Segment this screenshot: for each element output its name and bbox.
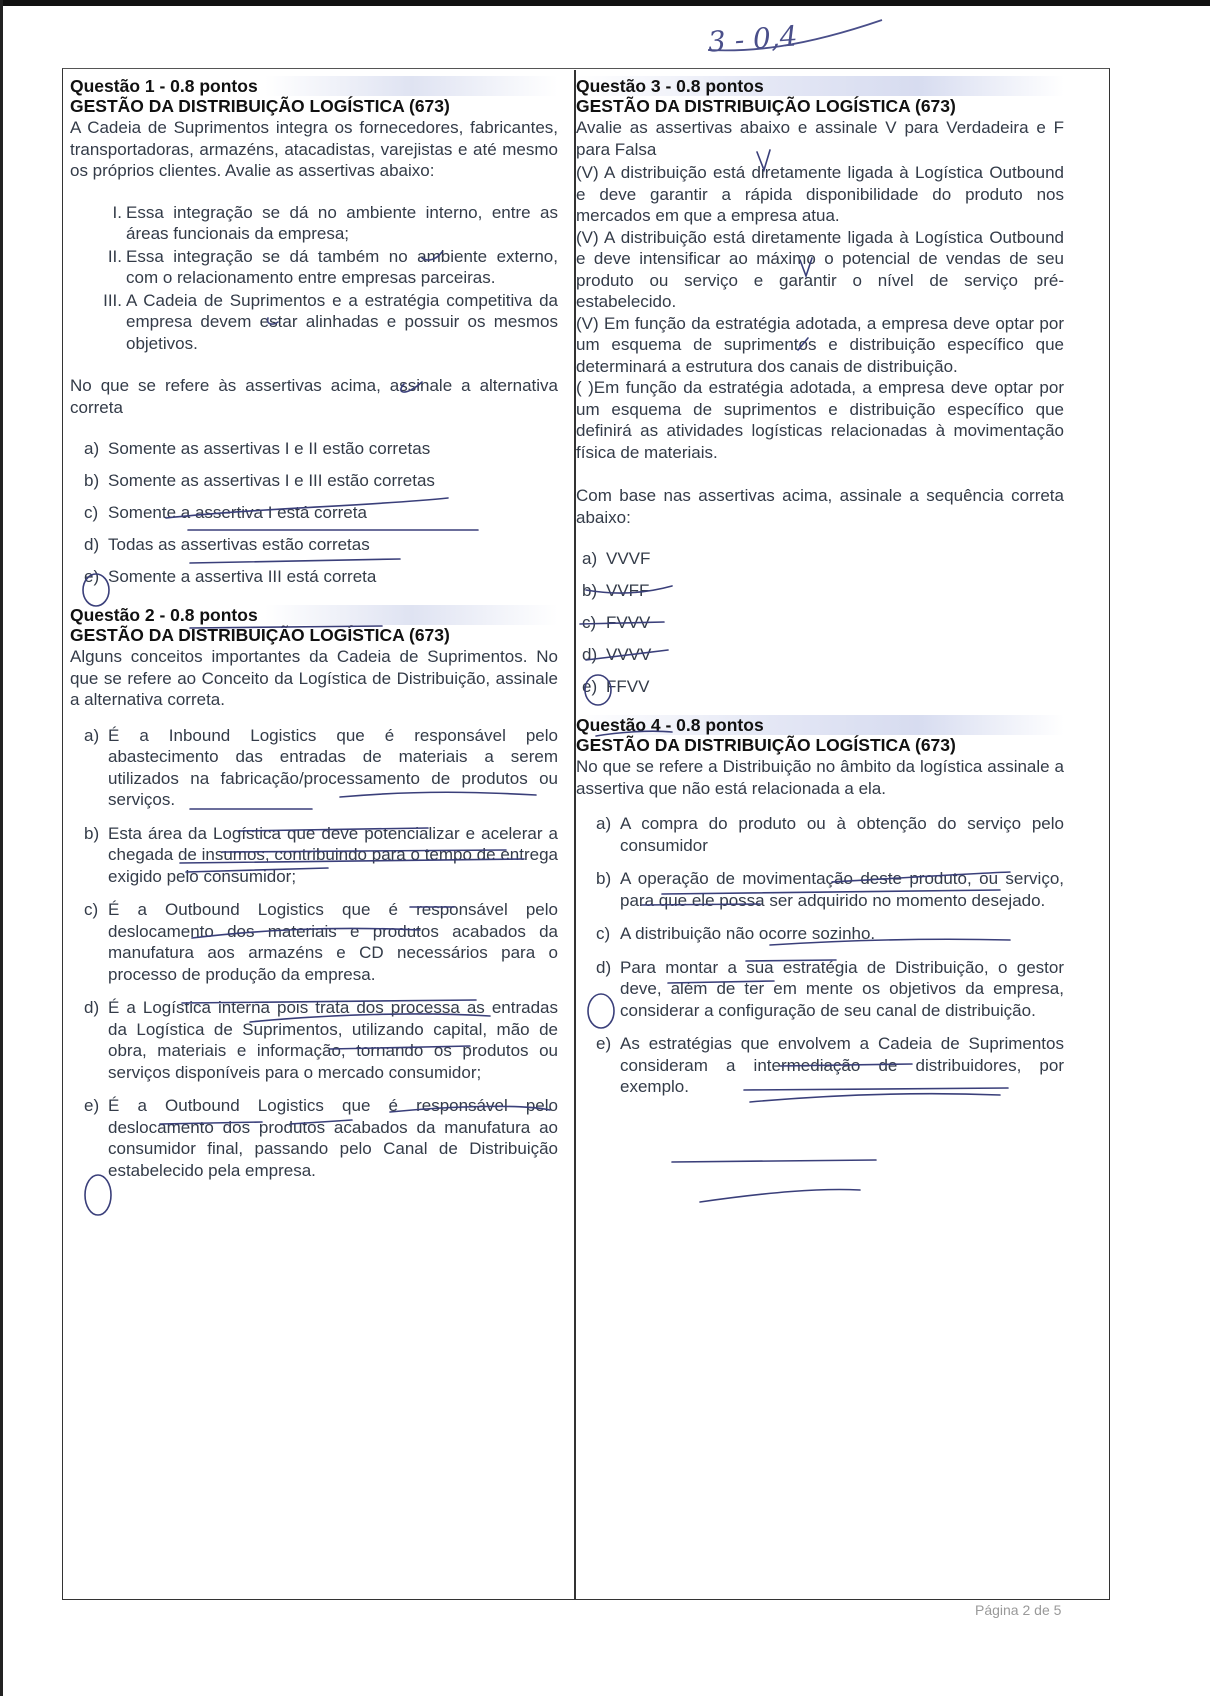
option-c[interactable]	[84, 502, 558, 523]
option-text: VVVV	[606, 645, 652, 664]
option-d[interactable]	[582, 644, 1064, 665]
question-3-subject: GESTÃO DA DISTRIBUIÇÃO LOGÍSTICA (673)	[576, 96, 956, 116]
statement-mark[interactable]: (V)	[576, 313, 599, 333]
option-a[interactable]	[596, 813, 1064, 856]
statement-text: Em função da estratégia adotada, a empresa deve optar por um esquema de suprimentos e distribuição específico que determinará a estrutura dos canais de distribuição.	[576, 313, 1064, 376]
assertion-text: Essa integração se dá também no ambiente externo, com o relacionamento entre empresas parceiras.	[126, 246, 558, 287]
option-text: FVVV	[606, 613, 651, 632]
option-letter: e)	[582, 677, 598, 696]
question-2-subject: GESTÃO DA DISTRIBUIÇÃO LOGÍSTICA (673)	[70, 625, 450, 645]
option-text: As estratégias que envolvem a Cadeia de Suprimentos consideram a intermediação de distribuidores, por exemplo.	[620, 1034, 1064, 1096]
option-b[interactable]	[84, 823, 558, 888]
question-3-prompt: Com base nas assertivas acima, assinale a sequência correta abaixo:	[576, 486, 1064, 527]
question-1-options	[84, 438, 558, 587]
option-text: É a Inbound Logistics que é responsável pelo abastecimento das entradas de materiais a serem utilizados na fabricação/processamento de produtos ou serviços.	[108, 725, 558, 809]
statement-text: A distribuição está diretamente ligada à Logística Outbound e deve intensificar ao máximo o potencial de vendas de seu produto ou serviço e garantir o nível de serviço pré-estabelecido.	[576, 227, 1064, 311]
question-2-options	[84, 725, 558, 1182]
statement-item	[576, 377, 1064, 463]
question-3-options	[582, 548, 1064, 697]
question-4-title: Questão 4 - 0.8 pontos	[576, 715, 1064, 735]
statement-item	[576, 162, 1064, 227]
option-letter: a)	[84, 439, 100, 458]
assertion-text: Essa integração se dá no ambiente interno, entre as áreas funcionais da empresa;	[126, 202, 558, 243]
statement-item	[576, 227, 1064, 313]
option-text: Somente as assertivas I e II estão corretas	[108, 439, 431, 458]
scan-edge-left	[0, 0, 3, 1696]
option-text: VVVF	[606, 549, 651, 568]
option-b[interactable]	[596, 868, 1064, 911]
assertion-number: III.	[103, 290, 122, 310]
option-a[interactable]	[84, 725, 558, 811]
handwritten-score-note	[700, 10, 890, 60]
assertion-text: A Cadeia de Suprimentos e a estratégia competitiva da empresa devem estar alinhadas e possuir os mesmos objetivos.	[126, 290, 558, 353]
option-text: Esta área da Logística que deve potencializar e acelerar a chegada de insumos, contribuindo para o tempo de entrega exigido pelo consumidor;	[108, 823, 558, 886]
assertion-item	[96, 290, 558, 355]
option-c[interactable]	[582, 612, 1064, 633]
question-1-intro: A Cadeia de Suprimentos integra os fornecedores, fabricantes, transportadoras, armazéns, atacadistas, varejistas e até mesmo os próprios clientes. Avalie as assertivas abaixo:	[70, 118, 558, 180]
option-letter: d)	[84, 535, 100, 554]
option-text: Todas as assertivas estão corretas	[108, 535, 370, 554]
option-text: É a Outbound Logistics que é responsável pelo deslocamento dos materiais e produtos acabados da manufatura aos armazéns e CD necessários para o processo de produção da empresa.	[108, 900, 558, 984]
question-1-assertions	[96, 202, 558, 355]
statement-mark[interactable]: ( )	[576, 378, 594, 397]
assertion-number: II.	[107, 246, 122, 266]
question-2	[70, 605, 558, 1181]
option-letter: d)	[84, 998, 100, 1017]
option-letter: c)	[84, 900, 99, 919]
option-letter: e)	[596, 1034, 612, 1053]
question-4-subject: GESTÃO DA DISTRIBUIÇÃO LOGÍSTICA (673)	[576, 735, 956, 755]
question-2-intro: Alguns conceitos importantes da Cadeia de Suprimentos. No que se refere ao Conceito da Logística de Distribuição, assinale a alternativa correta.	[70, 647, 558, 709]
option-b[interactable]	[582, 580, 1064, 601]
assertion-item	[96, 246, 558, 289]
option-letter: c)	[596, 924, 611, 943]
option-letter: b)	[84, 471, 100, 490]
question-1-subject: GESTÃO DA DISTRIBUIÇÃO LOGÍSTICA (673)	[70, 96, 450, 116]
statement-text: A distribuição está diretamente ligada à Logística Outbound e deve garantir a rápida disponibilidade do produto nos mercados em que a empresa atua.	[576, 163, 1064, 225]
option-text: Somente a assertiva I está correta	[108, 503, 367, 522]
option-e[interactable]	[596, 1033, 1064, 1098]
page-number: Página 2 de 5	[975, 1602, 1062, 1618]
option-b[interactable]	[84, 470, 558, 491]
option-c[interactable]	[84, 899, 558, 985]
option-d[interactable]	[84, 534, 558, 555]
handwritten-score-text: 3 - 0,4	[706, 19, 799, 59]
question-3-title: Questão 3 - 0.8 pontos	[576, 76, 1064, 96]
option-e[interactable]	[84, 1095, 558, 1181]
option-text: A compra do produto ou à obtenção do serviço pelo consumidor	[620, 814, 1064, 855]
option-d[interactable]	[596, 957, 1064, 1022]
option-e[interactable]	[84, 566, 558, 587]
option-letter: a)	[84, 725, 100, 745]
option-e[interactable]	[582, 676, 1064, 697]
statement-item	[576, 313, 1064, 378]
question-3-intro: Avalie as assertivas abaixo e assinale V para Verdadeira e F para Falsa	[576, 118, 1064, 159]
question-1-title: Questão 1 - 0.8 pontos	[70, 76, 558, 96]
option-letter: b)	[582, 581, 598, 600]
option-letter: b)	[84, 823, 100, 843]
option-a[interactable]	[84, 438, 558, 459]
option-d[interactable]	[84, 997, 558, 1083]
assertion-number: I.	[112, 202, 122, 222]
question-1	[70, 76, 558, 587]
option-letter: a)	[596, 814, 612, 833]
option-letter: b)	[596, 869, 612, 888]
option-text: A distribuição não ocorre sozinho.	[620, 924, 876, 943]
statement-mark[interactable]: (V)	[576, 227, 599, 247]
left-column	[70, 76, 558, 1199]
question-4-options	[596, 813, 1064, 1098]
question-4-intro: No que se refere a Distribuição no âmbito da logística assinale a assertiva que não está relacionada a ela.	[576, 757, 1064, 798]
option-text: Para montar a sua estratégia de Distribuição, o gestor deve, além de ter em mente os objetivos da empresa, considerar a configuração de seu canal de distribuição.	[620, 957, 1064, 1020]
scan-edge-top	[0, 0, 1210, 6]
option-letter: c)	[84, 503, 99, 522]
option-text: Somente as assertivas I e III estão corretas	[108, 471, 435, 490]
option-c[interactable]	[596, 923, 1064, 945]
question-3-statements	[576, 162, 1064, 463]
option-text: Somente a assertiva III está correta	[108, 567, 377, 586]
option-text: É a Logística interna pois trata dos processa as entradas da Logística de Suprimentos, utilizando capital, mão de obra, materiais e informação, tornando os produtos ou serviços disponíveis para o mercado consumidor;	[108, 998, 558, 1082]
option-letter: d)	[596, 957, 612, 977]
question-1-prompt: No que se refere às assertivas acima, assinale a alternativa correta	[70, 376, 558, 417]
option-a[interactable]	[582, 548, 1064, 569]
right-column	[576, 76, 1064, 1116]
option-text: É a Outbound Logistics que é responsável pelo deslocamento dos produtos acabados da manufatura ao consumidor final, passando pelo Canal de Distribuição estabelecido pela empresa.	[108, 1096, 558, 1180]
statement-mark[interactable]: (V)	[576, 163, 599, 182]
question-4	[576, 715, 1064, 1098]
option-letter: e)	[84, 567, 100, 586]
option-text: A operação de movimentação deste produto, ou serviço, para que ele possa ser adquirido no momento desejado.	[620, 869, 1064, 910]
option-letter: a)	[582, 549, 598, 568]
statement-text: Em função da estratégia adotada, a empresa deve optar por um esquema de suprimentos e distribuição específico que definirá as atividades logísticas relacionadas à movimentação física de materiais.	[576, 378, 1065, 462]
question-3	[576, 76, 1064, 697]
option-letter: d)	[582, 645, 598, 664]
option-text: VVFF	[606, 581, 650, 600]
option-letter: c)	[582, 613, 597, 632]
question-2-title: Questão 2 - 0.8 pontos	[70, 605, 558, 625]
option-text: FFVV	[606, 677, 650, 696]
assertion-item	[96, 202, 558, 245]
option-letter: e)	[84, 1096, 100, 1115]
